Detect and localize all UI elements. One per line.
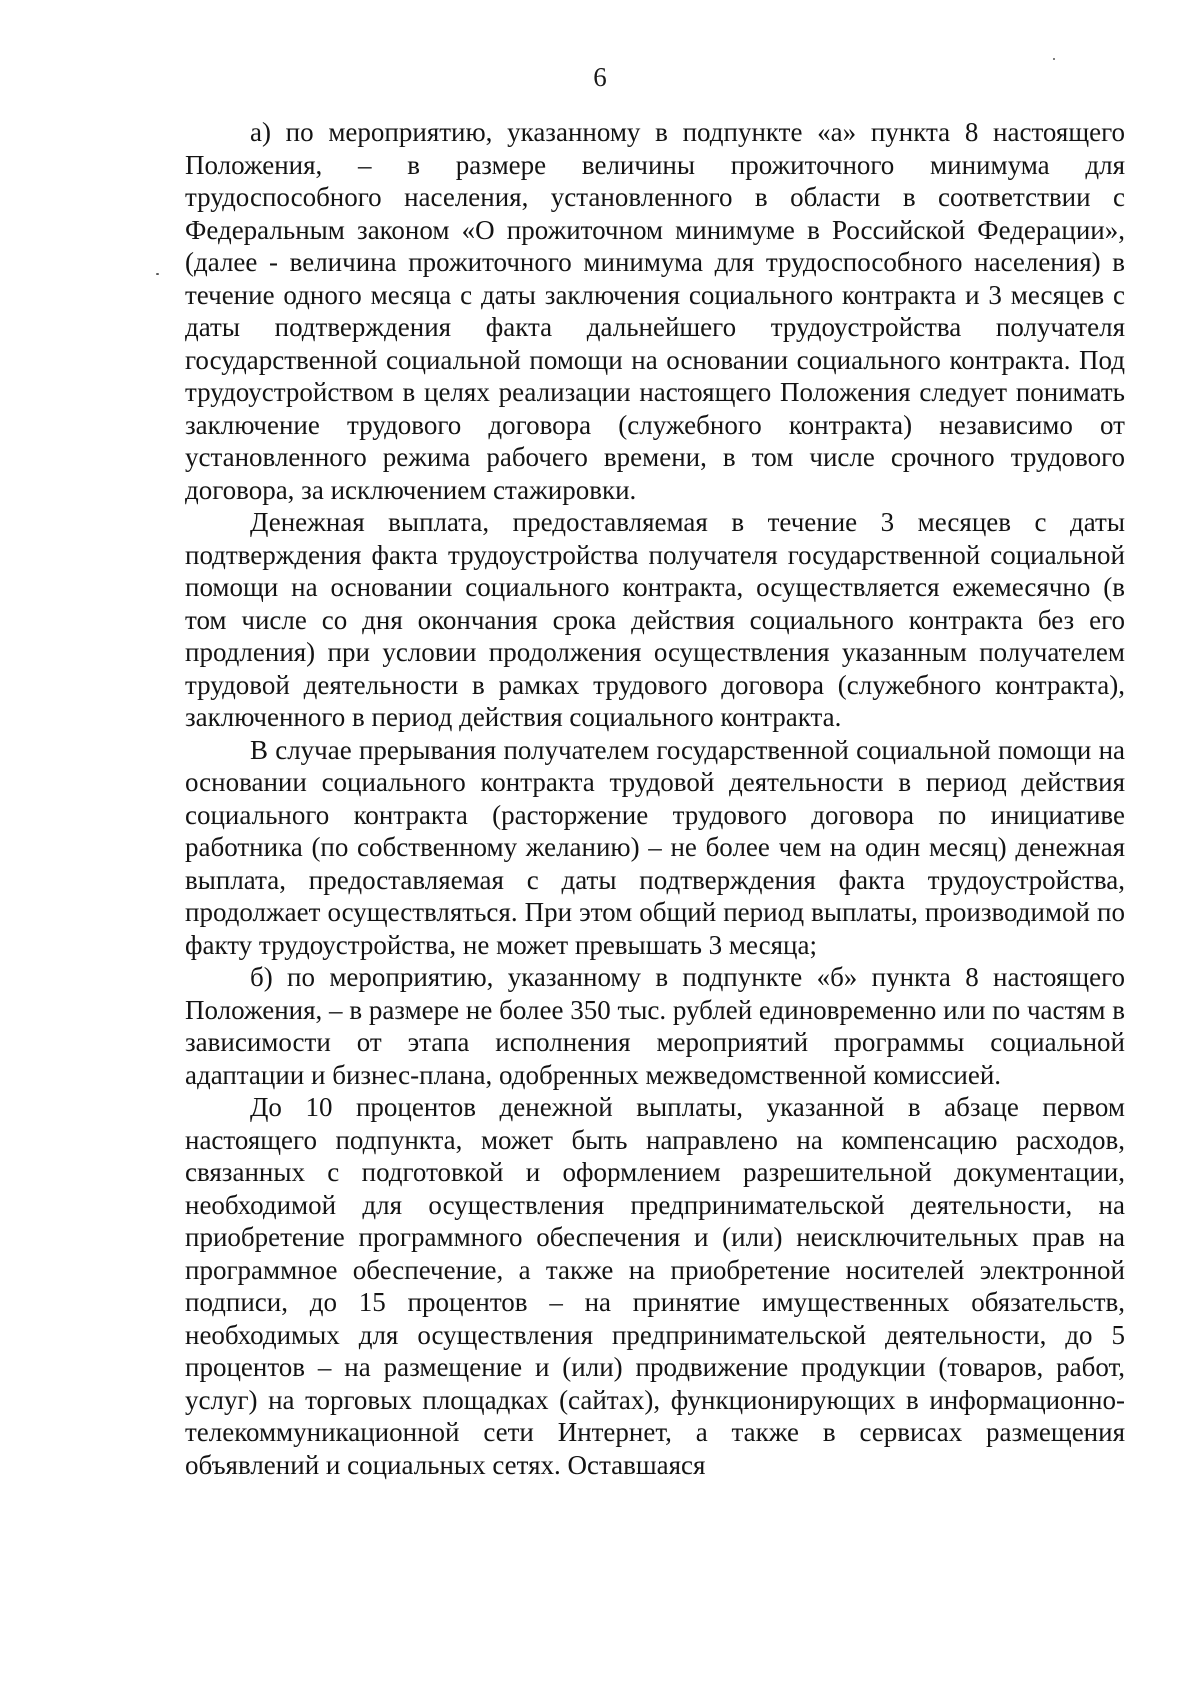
paragraph-interruption: В случае прерывания получателем государственной социальной помощи на основании социального контракта трудовой деятельности в период действия социального контракта (расторжение трудового договора по инициативе работника (по собственному желанию) – не более чем на один месяц) денежная выплата, предоставляемая с даты подтверждения факта трудоустройства, продолжает осуществляться. При этом общий период выплаты, производимой по факту трудоустройства, не может превышать 3 месяца; [185, 734, 1125, 960]
scan-speck [156, 273, 159, 275]
scan-speck [1053, 58, 1055, 60]
paragraph-compensation: До 10 процентов денежной выплаты, указанной в абзаце первом настоящего подпункта, может быть направлено на компенсацию расходов, связанных с подготовкой и оформлением разрешительной документации, необходимой для осуществления предпринимательской деятельности, на приобретение программного обеспечения и (или) неисключительных прав на программное обеспечение, а также на приобретение носителей электронной подписи, до 15 процентов – на принятие имущественных обязательств, необходимых для осуществления предпринимательской деятельности, до 5 процентов – на размещение и (или) продвижение продукции (товаров, работ, услуг) на торговых площадках (сайтах), функционирующих в информационно-телекоммуникационной сети Интернет, а также в сервисах размещения объявлений и социальных сетях. Оставшаяся [185, 1092, 1125, 1480]
paragraph-a: а) по мероприятию, указанному в подпункте «а» пункта 8 настоящего Положения, – в размере величины прожиточного минимума для трудоспособного населения, установленного в области в соответствии с Федеральным законом «О прожиточном минимуме в Российской Федерации», (далее - величина прожиточного минимума для трудоспособного населения) в течение одного месяца с даты заключения социального контракта и 3 месяцев с даты подтверждения факта дальнейшего трудоустройства получателя государственной социальной помощи на основании социального контракта. Под трудоустройством в целях реализации настоящего Положения следует понимать заключение трудового договора (служебного контракта) независимо от установленного режима рабочего времени, в том числе срочного трудового договора, за исключением стажировки. [185, 117, 1125, 505]
paragraph-payment-period: Денежная выплата, предоставляемая в течение 3 месяцев с даты подтверждения факта трудоустройства получателя государственной социальной помощи на основании социального контракта, осуществляется ежемесячно (в том числе со дня окончания срока действия социального контракта без его продления) при условии продолжения осуществления указанным получателем трудовой деятельности в рамках трудового договора (служебного контракта), заключенного в период действия социального контракта. [185, 507, 1125, 732]
document-body [185, 116, 1125, 1481]
paragraph-b: б) по мероприятию, указанному в подпункте «б» пункта 8 настоящего Положения, – в размере не более 350 тыс. рублей единовременно или по частям в зависимости от этапа исполнения мероприятий программы социальной адаптации и бизнес-плана, одобренных межведомственной комиссией. [185, 962, 1125, 1090]
page-number: 6 [593, 62, 607, 92]
